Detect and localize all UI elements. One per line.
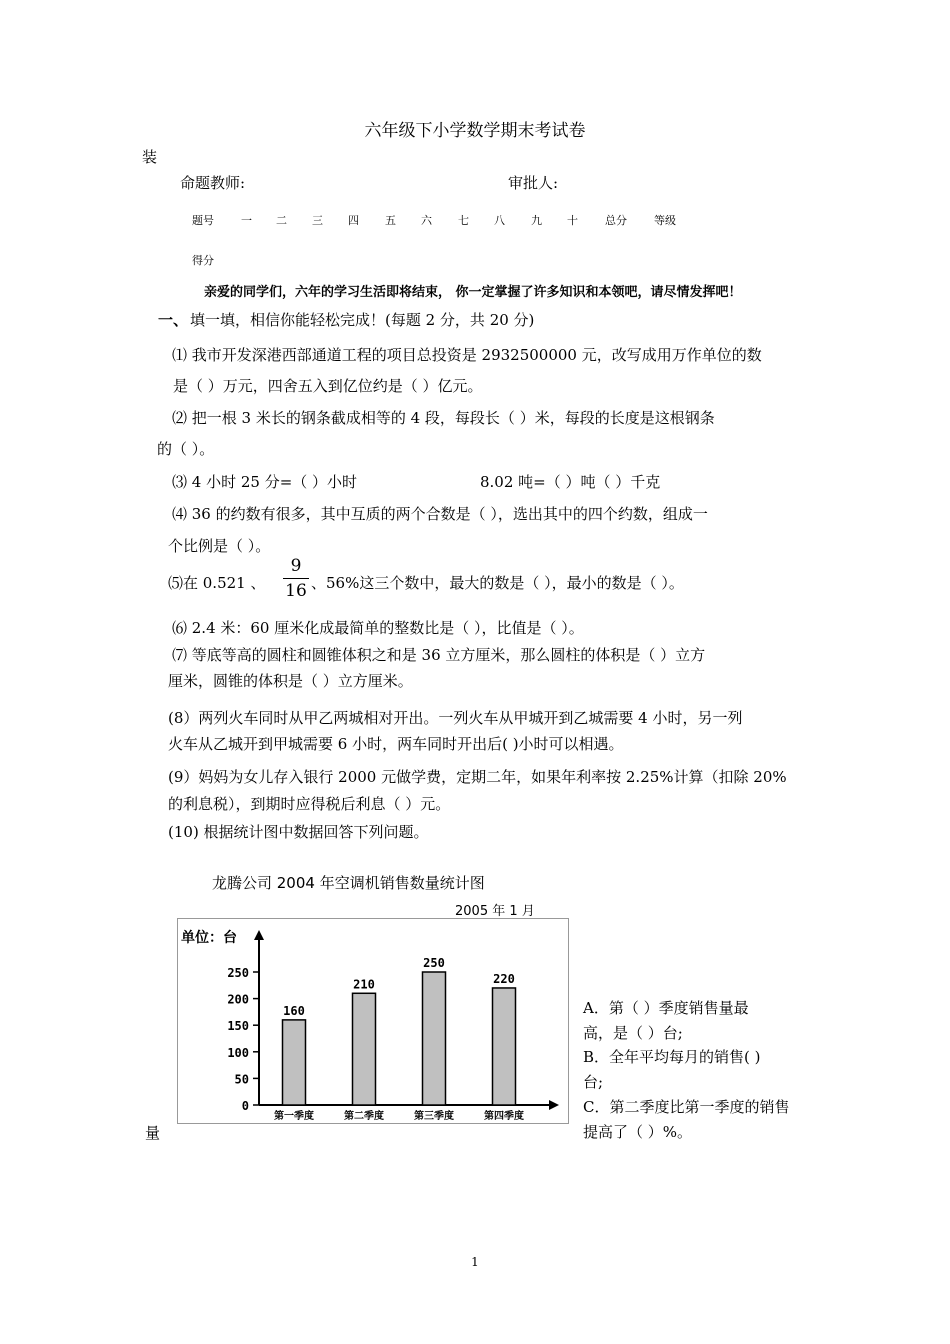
question-7-line-1: ⑺ 等底等高的圆柱和圆锥体积之和是 36 立方厘米，那么圆柱的体积是（ ）立方 [172,646,706,664]
unit-label: 单位：台 [181,930,237,946]
fraction-bar [283,578,309,579]
y-tick-label: 0 [241,1099,249,1113]
bar-2 [353,993,376,1105]
chart-question-c-line-2: 提高了（ ）%。 [583,1123,693,1141]
category-label: 第一季度 [274,1111,314,1122]
score-header-cell: 四 [348,214,359,227]
category-label: 第二季度 [344,1111,384,1122]
score-header-cell: 六 [421,214,432,227]
y-tick-label: 150 [227,1019,249,1034]
chart-title: 龙腾公司 2004 年空调机销售数量统计图 [212,874,485,892]
fraction-numerator: 9 [290,556,302,576]
question-1-line-1: ⑴ 我市开发深港西部通道工程的项目总投资是 2932500000 元，改写成用万作单位的数 [172,346,762,364]
data-label: 160 [283,1003,305,1018]
fraction-denominator: 16 [285,581,307,601]
question-2-line-1: ⑵ 把一根 3 米长的钢条截成相等的 4 段，每段长（ ）米，每段的长度是这根钢条 [172,409,715,427]
y-tick-label: 200 [227,992,249,1007]
fraction-nine-sixteenths [283,556,309,601]
score-header-cell: 八 [494,214,505,227]
score-header-cell: 十 [567,214,578,227]
question-6: ⑹ 2.4 米：60 厘米化成最简单的整数比是（ ），比值是（ ）。 [172,619,584,637]
question-2-line-2: 的（ ）。 [157,440,215,458]
score-header-cell: 等级 [654,214,676,227]
page-number: 1 [471,1255,479,1269]
score-header-cell: 一 [241,214,252,227]
score-header-cell: 九 [531,214,542,227]
score-row-label: 得分 [192,254,214,267]
bar-3 [423,972,446,1105]
approver-label: 审批人: [508,174,559,192]
data-label: 210 [353,977,375,992]
question-9-line-2: 的利息税），到期时应得税后利息（ ）元。 [168,795,451,813]
chart-question-a-line-2: 高，是（ ）台; [583,1024,683,1042]
question-10: (10) 根据统计图中数据回答下列问题。 [168,823,429,841]
data-label: 220 [493,971,515,986]
chart-date: 2005 年 1 月 [455,904,535,919]
setter-label: 命题教师: [180,174,246,192]
x-axis-arrow [549,1100,559,1110]
question-1-line-2: 是（ ）万元，四舍五入到亿位约是（ ）亿元。 [173,377,483,395]
category-label: 第三季度 [414,1111,454,1122]
score-header-cell: 总分 [605,214,627,227]
chart-bars [274,956,524,1122]
y-tick-label: 50 [234,1072,249,1087]
score-header-cell: 三 [312,214,323,227]
score-header-cell: 五 [385,214,396,227]
bar-chart [177,918,569,1124]
question-3-part-b: 8.02 吨=（ ）吨（ ）千克 [480,473,661,491]
page-title: 六年级下小学数学期末考试卷 [364,121,586,141]
chart-question-b-line-1: B．全年平均每月的销售( ) [583,1048,761,1066]
question-8-line-1: (8）两列火车同时从甲乙两城相对开出。一列火车从甲城开到乙城需要 4 小时，另一列 [168,709,743,727]
bar-1 [283,1020,306,1105]
question-5-prefix: ⑸在 0.521 、 [168,574,266,592]
section-number: 一、 [158,311,189,329]
binding-mark-top: 装 [142,148,158,166]
score-header-cell: 题号 [192,214,214,227]
chart-question-a-line-1: A．第（ ）季度销售量最 [583,999,749,1017]
y-axis-arrow [254,930,264,940]
chart-question-c-line-1: C．第二季度比第一季度的销售 [583,1098,790,1116]
question-4-line-2: 个比例是（ ）。 [168,537,271,555]
score-header-cell: 七 [458,214,469,227]
question-9-line-1: (9）妈妈为女儿存入银行 2000 元做学费，定期二年，如果年利率按 2.25%计算（扣除 20% [168,768,787,786]
data-label: 250 [423,956,445,970]
category-label: 第四季度 [484,1111,524,1122]
score-header-cell: 二 [276,214,287,227]
question-7-line-2: 厘米，圆锥的体积是（ ）立方厘米。 [168,672,413,690]
question-4-line-1: ⑷ 36 的约数有很多，其中互质的两个合数是（ ），选出其中的四个约数，组成一 [172,505,708,523]
question-8-line-2: 火车从乙城开到甲城需要 6 小时，两车同时开出后( )小时可以相遇。 [168,735,624,753]
question-5-suffix: 、56%这三个数中，最大的数是（ ），最小的数是（ ）。 [311,574,684,592]
bar-4 [493,988,516,1105]
y-tick-label: 100 [227,1045,249,1060]
intro-text: 亲爱的同学们，六年的学习生活即将结束， 你一定掌握了许多知识和本领吧，请尽情发挥吧！ [204,285,742,300]
question-3-part-a: ⑶ 4 小时 25 分=（ ）小时 [172,473,358,491]
chart-question-b-line-2: 台; [583,1073,604,1091]
y-tick-label: 250 [227,966,249,980]
binding-mark-bottom: 量 [145,1124,161,1142]
section-title: 填一填，相信你能轻松完成！(每题 2 分，共 20 分) [190,311,535,329]
